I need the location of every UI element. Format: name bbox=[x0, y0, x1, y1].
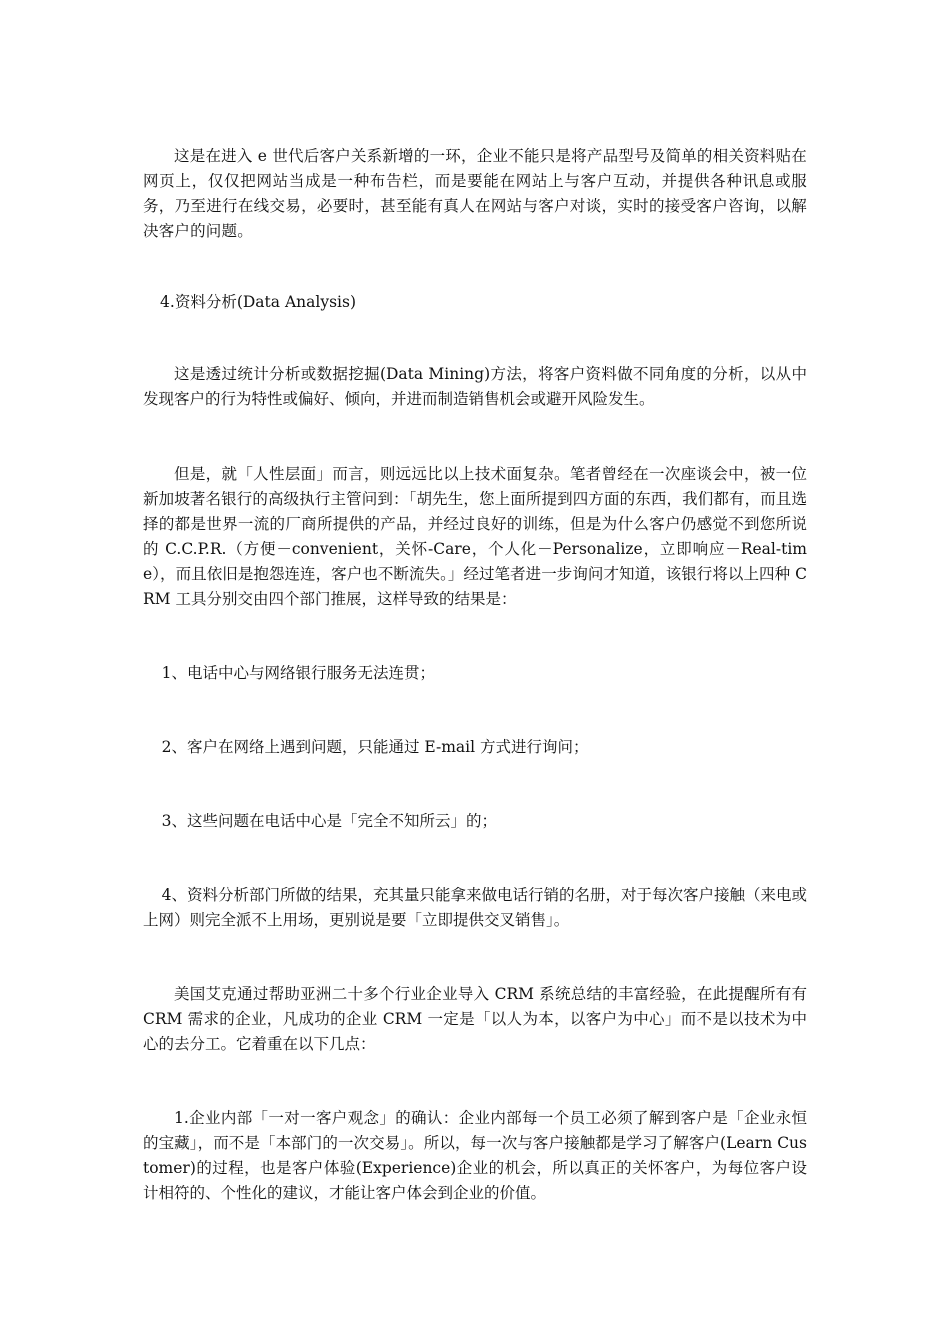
paragraph-data-mining: 这是透过统计分析或数据挖掘(Data Mining)方法，将客户资料做不同角度的分析，以从中发现客户的行为特性或偏好、倾向，并进而制造销售机会或避开风险发生。 bbox=[143, 365, 807, 408]
document-body bbox=[143, 144, 807, 1206]
section-heading-data-analysis: 4.资料分析(Data Analysis) bbox=[160, 293, 356, 311]
list-item-4: 4、资料分析部门所做的结果，充其量只能拿来做电话行销的名册，对于每次客户接触（来电或上网）则完全派不上用场，更别说是要「立即提供交叉销售」。 bbox=[143, 886, 807, 929]
paragraph-one-to-one-concept: 1.企业内部「一对一客户观念」的确认：企业内部每一个员工必须了解到客户是「企业永恒的宝藏」，而不是「本部门的一次交易」。所以，每一次与客户接触都是学习了解客户(Learn Customer)的过程，也是客户体验(Experience)企业的机会，所以真正的关怀客户，为每位客户设计相符的、个性化的建议，才能让客户体会到企业的价值。 bbox=[143, 1109, 807, 1202]
paragraph-web-interaction: 这是在进入 e 世代后客户关系新增的一环，企业不能只是将产品型号及简单的相关资料贴在网页上，仅仅把网站当成是一种布告栏，而是要能在网站上与客户互动，并提供各种讯息或服务，乃至进行在线交易，必要时，甚至能有真人在网站与客户对谈，实时的接受客户咨询，以解决客户的问题。 bbox=[143, 147, 807, 240]
list-item-1: 1、电话中心与网络银行服务无法连贯； bbox=[161, 664, 435, 682]
list-item-2: 2、客户在网络上遇到问题，只能通过 E-mail 方式进行询问； bbox=[161, 738, 589, 756]
paragraph-aike-experience: 美国艾克通过帮助亚洲二十多个行业企业导入 CRM 系统总结的丰富经验，在此提醒所有有 CRM 需求的企业，凡成功的企业 CRM 一定是「以人为本，以客户为中心」而不是以技术为中心的去分工。它着重在以下几点： bbox=[143, 985, 807, 1053]
paragraph-human-aspect: 但是，就「人性层面」而言，则远远比以上技术面复杂。笔者曾经在一次座谈会中，被一位新加坡著名银行的高级执行主管问到：「胡先生，您上面所提到四方面的东西，我们都有，而且选择的都是世界一流的厂商所提供的产品，并经过良好的训练，但是为什么客户仍感觉不到您所说的 C.C.P.R.（方便－convenient，关怀-Care，个人化－Personalize，立即响应－Real-time），而且依旧是抱怨连连，客户也不断流失。」经过笔者进一步询问才知道，该银行将以上四种 CRM 工具分别交由四个部门推展，这样导致的结果是： bbox=[143, 465, 807, 608]
list-item-3: 3、这些问题在电话中心是「完全不知所云」的； bbox=[161, 812, 497, 830]
